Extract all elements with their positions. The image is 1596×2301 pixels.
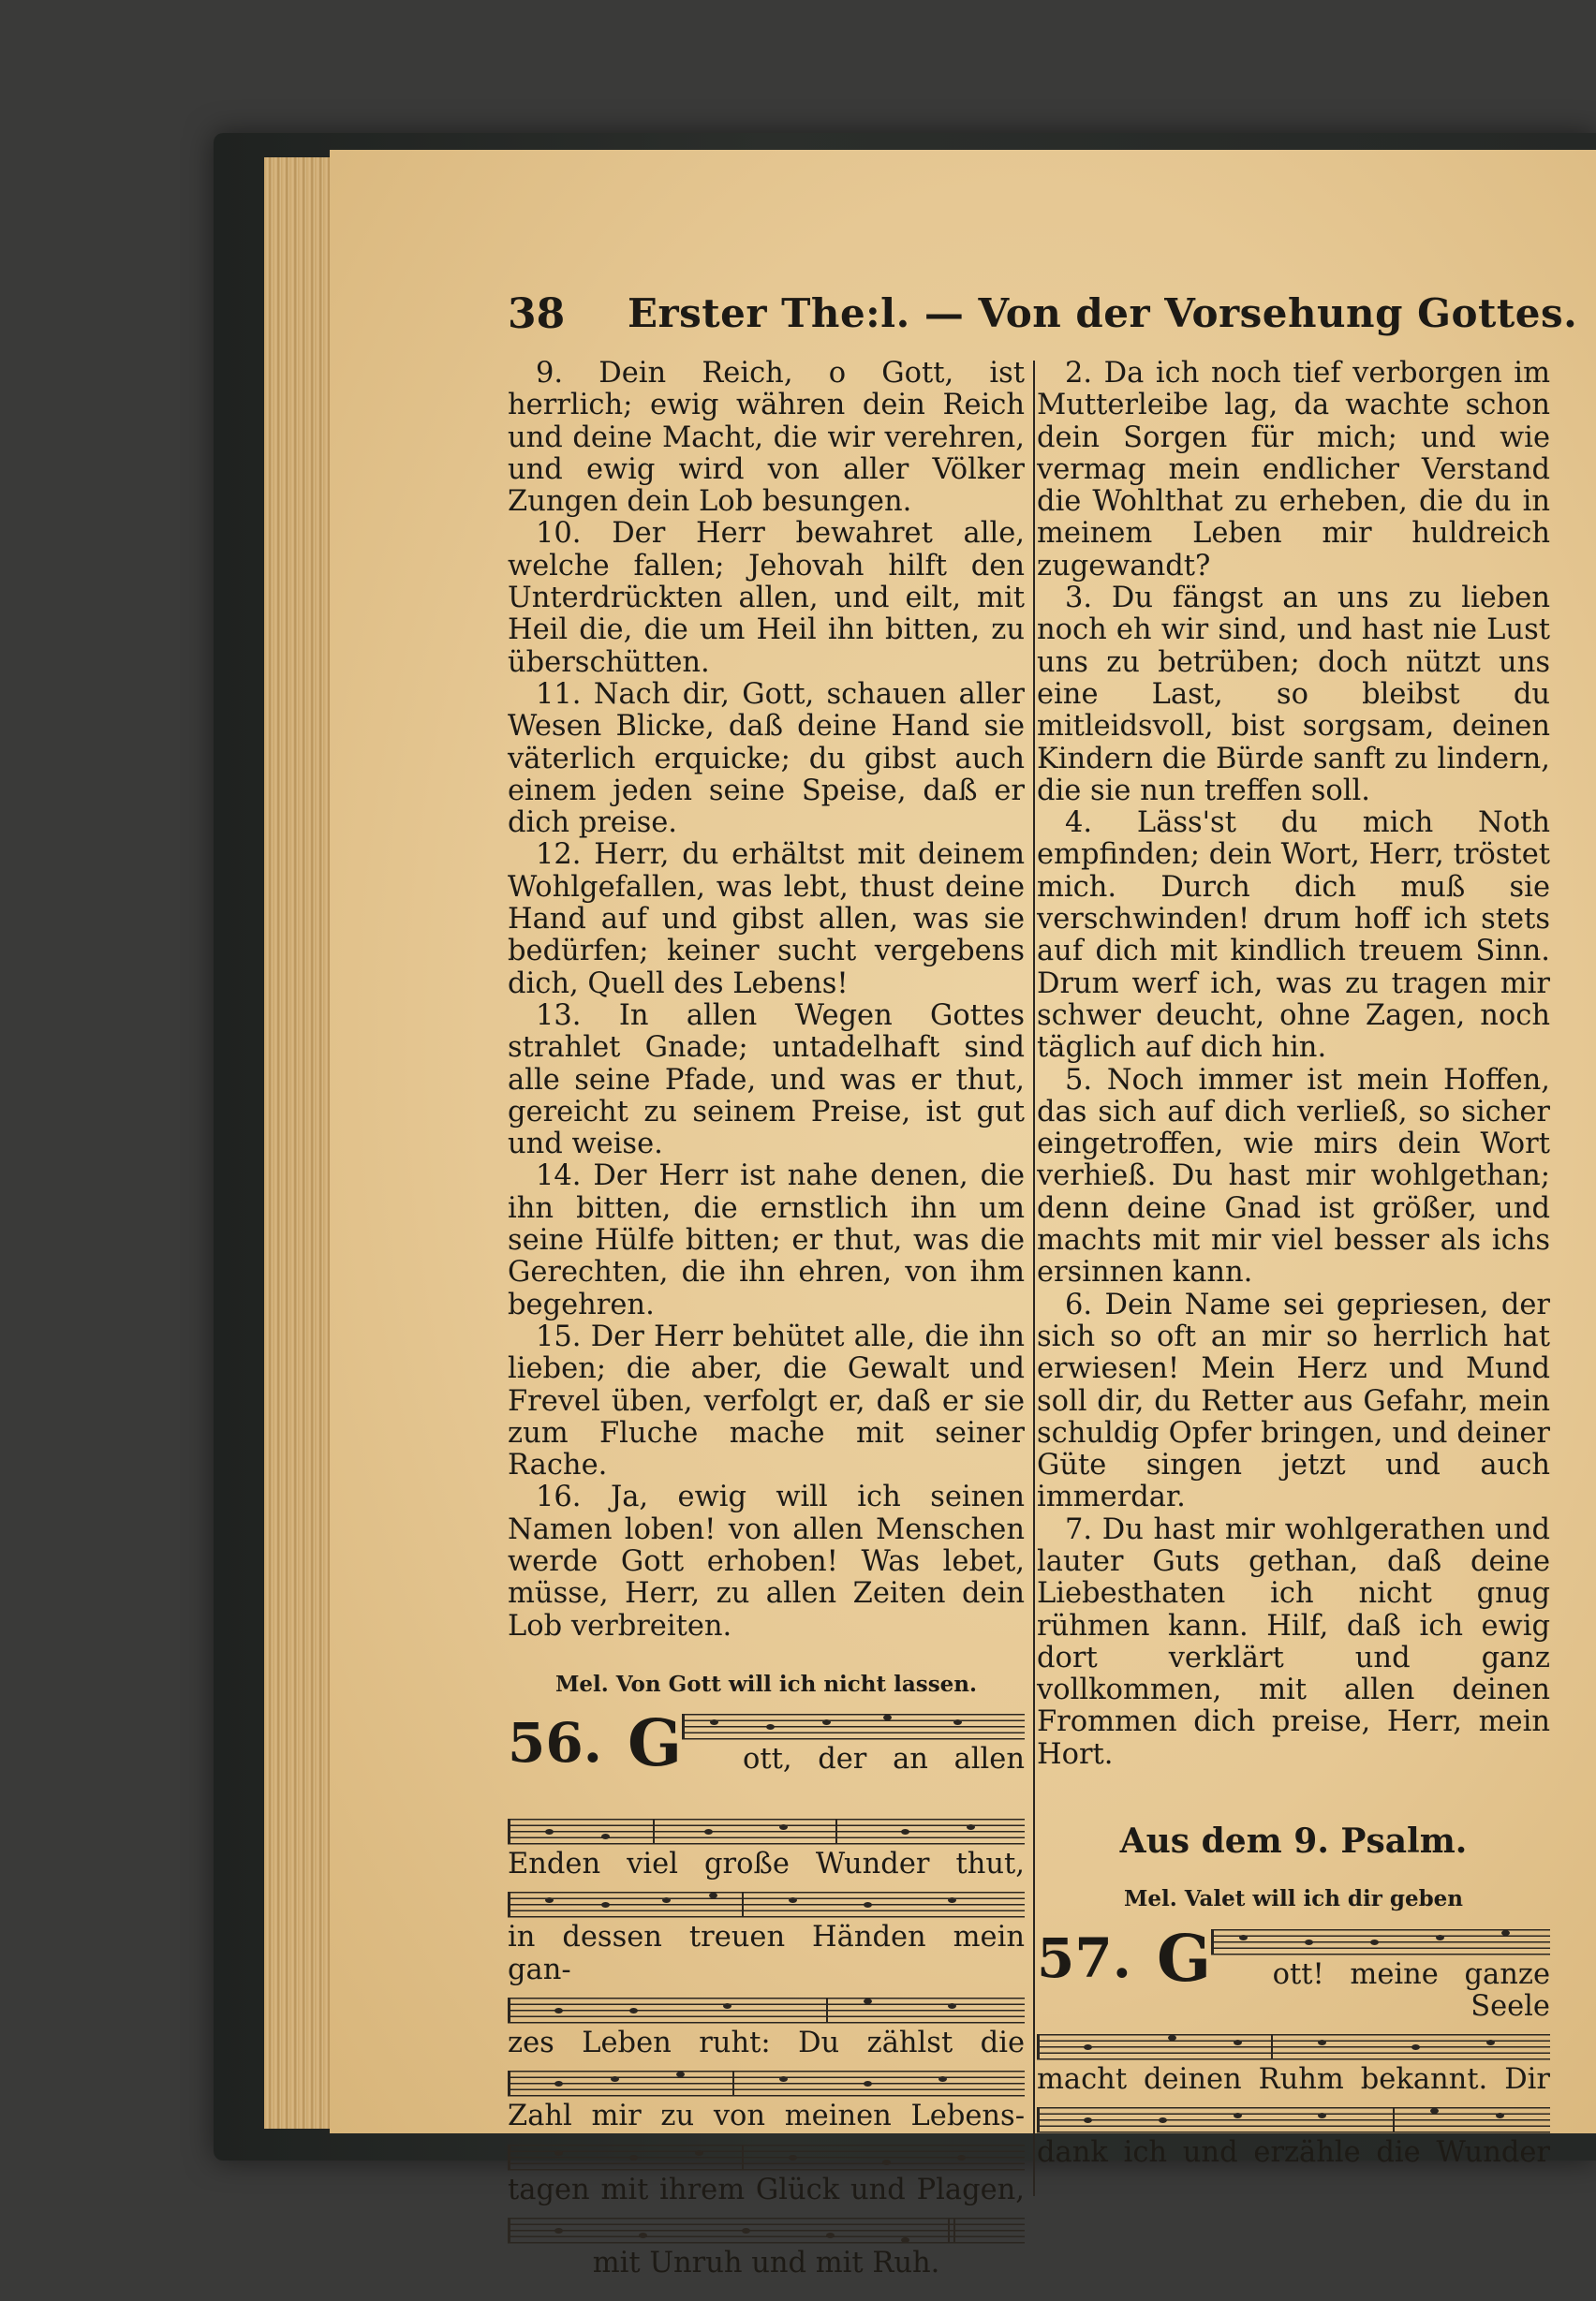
note [948, 2003, 956, 2009]
note [639, 2233, 647, 2238]
lyric-line: mit Unruh und mit Ruh. [592, 2246, 940, 2279]
note [611, 2076, 619, 2082]
running-title: Erster The:l. — Von der Vorsehung Gottes. [628, 290, 1578, 336]
left-column [508, 358, 1025, 2279]
bar-line [732, 2071, 734, 2096]
note [967, 1824, 975, 1830]
note [1430, 2108, 1439, 2114]
note [1234, 2040, 1242, 2045]
note [695, 2150, 703, 2156]
note [864, 1999, 872, 2004]
note [1496, 2113, 1504, 2118]
note [545, 1897, 554, 1903]
note [883, 1715, 892, 1720]
note [1486, 2040, 1495, 2045]
music-staff [1037, 2034, 1550, 2060]
music-staff [508, 2218, 1025, 2244]
note [709, 1893, 717, 1898]
note [822, 1719, 831, 1725]
note [1159, 2117, 1167, 2123]
note [789, 1897, 797, 1903]
note [662, 1897, 671, 1903]
verse-11: 11. Nach dir, Gott, schauen aller Wesen Blicke, daß deine Hand sie väterlich erquicke; du gibst auch einem jeden seine Speise, daß er dich preise. [508, 677, 1025, 840]
music-staff [1211, 1929, 1550, 1955]
music-staff [682, 1714, 1025, 1740]
page-number: 38 [508, 290, 566, 338]
lyric-line: macht deinen Ruhm bekannt. Dir [1037, 2062, 1550, 2096]
note [704, 1829, 713, 1835]
note [1318, 2113, 1326, 2118]
hymn-56-opening [508, 1706, 1025, 1807]
verse-9: 9. Dein Reich, o Gott, ist herrlich; ewig währen dein Reich und deine Macht, die wir verehren, und ewig wird von aller Völker Zungen dein Lob besungen. [508, 357, 1025, 519]
melody-note: Mel. Von Gott will ich nicht lassen. [554, 1671, 978, 1697]
note [938, 2076, 947, 2082]
note [554, 2081, 563, 2087]
lyric-line: dank ich und erzähle die Wunder [1037, 2135, 1550, 2169]
music-staff [508, 1998, 1025, 2024]
lyric-line: ott! meine ganze Seele [1272, 1957, 1550, 2023]
verse-16: 16. Ja, ewig will ich seinen Namen loben! von allen Menschen werde Gott erhoben! Was lebet, müsse, Herr, zu allen Zeiten dein Lob verbreiten. [508, 1481, 1025, 1643]
column-divider [1033, 361, 1035, 2196]
bar-line [835, 1819, 837, 1844]
note [545, 1829, 554, 1835]
hymn-number: 57. [1037, 1925, 1131, 1990]
note [1168, 2035, 1176, 2041]
dropcap-letter: G [628, 1706, 683, 1782]
note [1234, 2113, 1242, 2118]
verse-5: 5. Noch immer ist mein Hoffen, das sich auf dich verließ, so sicher eingetroffen, wie mirs dein Wort verhieß. Du hast mir wohlgethan; denn deine Gnad ist größer, und machts mit mir viel besser als ichs ersinnen kann. [1037, 1063, 1550, 1290]
page-header [508, 290, 1578, 356]
music-staff [1037, 2107, 1550, 2133]
lyric-line: Enden viel große Wunder thut, [508, 1848, 1025, 1881]
note [554, 2150, 563, 2156]
note [723, 2003, 732, 2009]
note [1239, 1935, 1248, 1940]
note [554, 2228, 563, 2234]
note [1411, 2044, 1420, 2050]
verse-14: 14. Der Herr ist nahe denen, die ihn bitten, die ernstlich ihn um seine Hülfe bitten; er thut, was die Gerechten, die ihn ehren, von ihm begehren. [508, 1159, 1025, 1321]
note [629, 2155, 638, 2161]
hymn-57-opening [1037, 1921, 1550, 2023]
music-staff [508, 2071, 1025, 2097]
note [957, 2155, 966, 2161]
music-staff [508, 2145, 1025, 2171]
bar-line [1393, 2107, 1395, 2132]
verse-12: 12. Herr, du erhältst mit deinem Wohlgefallen, was lebt, thust deine Hand auf und gibst allen, was sie bedürfen; keiner sucht vergebens dich, Quell des Lebens! [508, 838, 1025, 1000]
note [882, 2160, 891, 2165]
note [948, 1897, 956, 1903]
verse-15: 15. Der Herr behütet alle, die ihn lieben; die aber, die Gewalt und Frevel üben, verfolgt er, daß er sie zum Fluche mache mit seiner Rache. [508, 1320, 1025, 1482]
dropcap-letter: G [1157, 1921, 1212, 1997]
right-column [1037, 358, 1550, 2169]
bar-line [953, 2218, 955, 2243]
note [953, 1719, 962, 1725]
bar-line [653, 1819, 655, 1844]
note [629, 2008, 638, 2013]
bar-line [826, 1998, 828, 2023]
note [1318, 2040, 1326, 2045]
music-staff [508, 1819, 1025, 1845]
note [901, 1829, 909, 1835]
note [1370, 1940, 1379, 1945]
note [766, 1724, 775, 1730]
note [554, 2008, 563, 2013]
melody-note: Mel. Valet will ich dir geben [1123, 1886, 1464, 1912]
note [1305, 1940, 1313, 1945]
note [1501, 1930, 1510, 1936]
note [864, 2081, 872, 2087]
lyric-line: tagen mit ihrem Glück und Plagen, [508, 2173, 1025, 2206]
verse-4: 4. Läss'st du mich Noth empfinden; dein Wort, Herr, tröstet mich. Durch dich muß sie verschwinden! drum hoff ich stets auf dich mit kindlich treuem Sinn. Drum werf ich, was zu tragen mir schwer deucht, ohne Zagen, noch täglich auf dich hin. [1037, 806, 1550, 1065]
note [601, 1902, 610, 1908]
verse-7: 7. Du hast mir wohlgerathen und lauter Guts gethan, daß deine Liebesthaten ich nicht gnug rühmen kann. Hilf, daß ich ewig dort verklärt und ganz vollkommen, mit allen deinen Frommen dich preise, Herr, mein Hort. [1037, 1512, 1550, 1771]
verse-10: 10. Der Herr bewahret alle, welche fallen; Jehovah hilft den Unterdrückten allen, und eilt, mit Heil die, die um Heil ihn bitten, zu überschütten. [508, 517, 1025, 679]
page-edges [264, 157, 339, 2129]
bar-line [1271, 2034, 1273, 2059]
note [1436, 1935, 1444, 1940]
verse-2: 2. Da ich noch tief verborgen im Mutterleibe lag, da wachte schon dein Sorgen für mich; und wie vermag mein endlicher Verstand die Wohlthat zu erheben, die du in meinem Leben mir huldreich zugewandt? [1037, 357, 1550, 583]
note [1084, 2117, 1092, 2123]
lyric-line: ott, der an allen [742, 1743, 1025, 1777]
hymn-number: 56. [508, 1711, 602, 1776]
note [742, 2228, 750, 2234]
book-page [330, 150, 1596, 2279]
lyric-line: zes Leben ruht: Du zählst die [508, 2027, 1025, 2060]
note [901, 2237, 909, 2243]
music-staff [508, 1892, 1025, 1918]
verse-3: 3. Du fängst an uns zu lieben noch eh wir sind, und hast nie Lust uns zu betrüben; doch nützt uns eine Last, so bleibst du mitleidsvoll, bist sorgsam, deinen Kindern die Bürde sanft zu lindern, die sie nun treffen soll. [1037, 582, 1550, 807]
note [826, 2233, 835, 2238]
note [1084, 2044, 1092, 2050]
psalm-heading: Aus dem 9. Psalm. [1119, 1822, 1468, 1862]
note [676, 2072, 685, 2077]
lyric-line: Zahl mir zu von meinen Lebens- [508, 2100, 1025, 2133]
bar-line [742, 2145, 744, 2170]
verse-6: 6. Dein Name sei gepriesen, der sich so oft an mir so herrlich hat erwiesen! Mein Herz und Mund soll dir, du Retter aus Gefahr, mein schuldig Opfer bringen, und deiner Güte singen jetzt und auch immerdar. [1037, 1288, 1550, 1514]
note [789, 2155, 797, 2161]
note [864, 1902, 872, 1908]
note [779, 2076, 788, 2082]
bar-line [742, 1892, 744, 1917]
verse-13: 13. In allen Wegen Gottes strahlet Gnade; untadelhaft sind alle seine Pfade, und was er thut, gereicht zu seinem Preise, ist gut und weise. [508, 998, 1025, 1161]
note [601, 1834, 610, 1839]
bar-line [948, 2218, 950, 2243]
lyric-line: in dessen treuen Händen mein gan- [508, 1921, 1025, 1986]
note [779, 1824, 788, 1830]
note [710, 1719, 718, 1725]
